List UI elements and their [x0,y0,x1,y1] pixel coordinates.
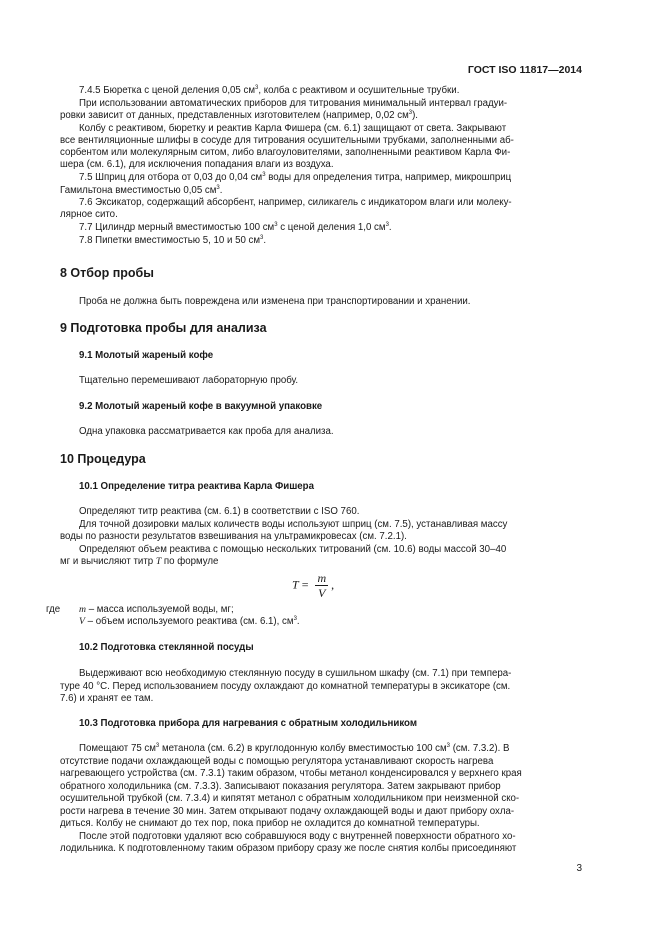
section-8-text: Проба не должна быть повреждена или изменена при транспортировании и хранении. [79,296,471,307]
formula-denominator: V [318,586,326,600]
section-10-2-line1: Выдерживают всю необходимую стеклянную посуду в сушильном шкафу (см. 7.1) при темпера- [79,668,512,679]
section-8-heading: 8 Отбор пробы [60,266,154,280]
formula-tail: , [328,577,335,592]
section-10-3-line8: После этой подготовки удаляют всю собравшуюся воду с внутренней поверхности обратного хо- [79,831,516,842]
section-10-3-line9: лодильника. К подготовленному таким образом прибору сразу же после снятия колбы присоединяют [60,843,517,854]
section-10-2-line3: 7.6) и хранят ее там. [60,693,154,704]
section-10-3-heading: 10.3 Подготовка прибора для нагревания с обратным холодильником [79,718,418,729]
formula-equals: = [298,577,312,592]
section-10-3-line2: отсутствие подачи охлаждающей воды с помощью регулятора устанавливают скорость нагрева [60,756,494,767]
section-10-3-line1: Помещают 75 $см^3$ метанола (см. 6.2) в круглодонную колбу вместимостью 100 $см^3$ (см. 7.3.2). В [79,743,510,754]
paragraph-7-4-5: 7.4.5 Бюретка с ценой деления 0,05 $см^3$, колба с реактивом и осушительные трубки. [79,85,460,96]
section-10-3-line6: рости нагрева в течение 30 мин. Затем открывают подачу охлаждающей воды и дают прибору охла- [60,806,515,817]
section-10-1-text3a: Определяют объем реактива с помощью нескольких титрований (см. 10.6) воды массой 30–40 [79,544,507,555]
titre-formula [292,571,334,600]
standard-code: ГОСТ ISO 11817—2014 [467,64,582,76]
paragraph-kolba-line4: шера (см. 6.1), для исключения попадания влаги из воздуха. [60,159,334,170]
paragraph-7-8: 7.8 Пипетки вместимостью 5, 10 и 50 $см^3$. [79,235,267,246]
section-9-2-text: Одна упаковка рассматривается как проба для анализа. [79,426,334,437]
paragraph-auto-line2: ровки зависит от данных, представленных изготовителем (например, 0,02 $см^3$). [60,110,418,121]
section-10-1-text1: Определяют титр реактива (см. 6.1) в соответствии с ISO 760. [79,506,360,517]
paragraph-7-7: 7.7 Цилиндр мерный вместимостью 100 $см^3$ с ценой деления 1,0 $см^3$. [79,222,392,233]
page-number: 3 [576,863,582,874]
section-10-1-text2b: воды по разности результатов взвешивания на ультрамикровесах (см. 7.2.1). [60,531,407,542]
paragraph-kolba-line3: сорбентом или молекулярным ситом, либо влагоуловителями, заполненными реактивом Карла Фи- [60,147,511,158]
section-10-3-line5: осушительной трубкой (см. 7.3.4) и кипятят метанол с обратным холодильником при неизменной ско- [60,793,520,804]
paragraph-7-5-line2: Гамильтона вместимостью 0,05 $см^3$. [60,185,223,196]
definition-v: V – объем используемого реактива (см. 6.1), $см^3$. [79,616,300,627]
section-10-heading: 10 Процедура [60,452,146,466]
section-9-2-heading: 9.2 Молотый жареный кофе в вакуумной упаковке [79,401,323,412]
section-10-1-text3b: мг и вычисляют титр T по формуле [60,556,219,567]
section-9-1-text: Тщательно перемешивают лабораторную пробу. [79,375,299,386]
section-10-1-heading: 10.1 Определение титра реактива Карла Фишера [79,481,314,492]
paragraph-kolba-line1: Колбу с реактивом, бюретку и реактив Карла Фишера (см. 6.1) защищают от света. Закрывают [79,123,507,134]
section-10-3-line4: обратного холодильника (см. 7.3.3). Записывают показания регулятора. Затем закрывают прибор [60,781,501,792]
section-10-1-text2a: Для точной дозировки малых количеств воды используют шприц (см. 7.5), устанавливая массу [79,519,508,530]
where-label: где [46,604,61,615]
formula-lhs: T [292,577,299,592]
section-10-2-line2: туре 40 °С. Перед использованием посуду охлаждают до комнатной температуры в эксикаторе (см. [60,681,511,692]
section-9-1-heading: 9.1 Молотый жареный кофе [79,350,214,361]
paragraph-7-6-line2: лярное сито. [60,209,118,220]
paragraph-7-5-line1: 7.5 Шприц для отбора от 0,03 до 0,04 $см^3$ воды для определения титра, например, микрошприц [79,172,512,183]
section-10-3-line3: нагревающего устройства (см. 7.3.1) таким образом, чтобы метанол конденсировался у верхнего края [60,768,522,779]
formula-numerator: m [317,571,327,585]
section-10-3-line7: диться. Колбу не снимают до тех пор, пока прибор не охладится до комнатной температуры. [60,818,480,829]
paragraph-7-6-line1: 7.6 Эксикатор, содержащий абсорбент, например, силикагель с индикатором влаги или молеку- [79,197,512,208]
section-9-heading: 9 Подготовка пробы для анализа [60,321,267,335]
formula-fraction [315,571,328,600]
definition-m: m – масса используемой воды, мг; [79,604,234,615]
paragraph-kolba-line2: все вентиляционные шлифы в сосуде для титрования осушительными трубками, заполненными аб- [60,135,514,146]
section-10-2-heading: 10.2 Подготовка стеклянной посуды [79,642,254,653]
paragraph-auto-line1: При использовании автоматических приборов для титрования минимальный интервал градуи- [79,98,508,109]
